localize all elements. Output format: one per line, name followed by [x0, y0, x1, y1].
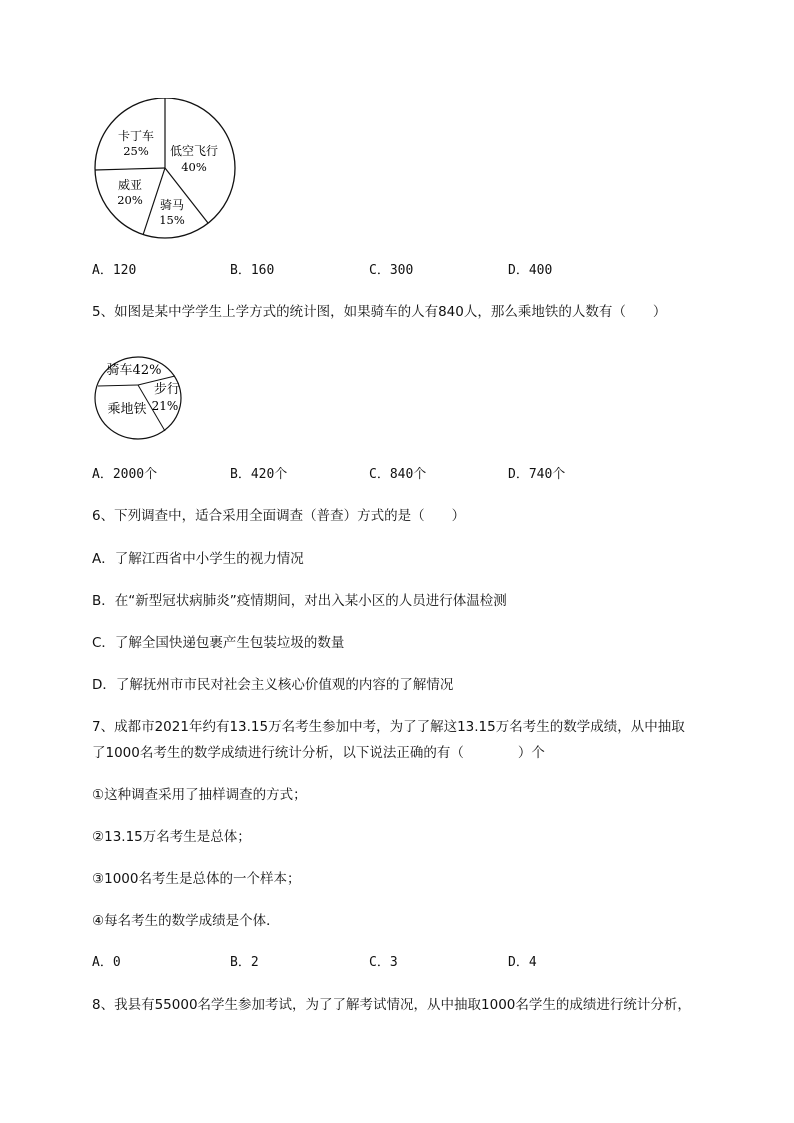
q6-option-a[interactable]: A．了解江西省中小学生的视力情况 [92, 551, 304, 567]
commute-label-subway: 乘地铁 [107, 402, 147, 417]
slice-label-kart: 卡丁车 [117, 129, 155, 143]
pie-chart-commute [94, 355, 184, 441]
q5-option-c[interactable]: C．840个 [369, 467, 427, 482]
slice-pct-horse: 15% [159, 213, 185, 227]
q8-stem-line1: 8、我县有55000名学生参加考试，为了了解考试情况，从中抽取1000名学生的成绩进行统计分析， [92, 997, 691, 1013]
commute-pct-walk: 21% [151, 399, 179, 413]
q6-option-b[interactable]: B．在“新型冠状病肺炎”疫情期间，对出入某小区的人员进行体温检测 [92, 593, 507, 609]
q5-option-b[interactable]: B．420个 [230, 467, 288, 482]
slice-label-wire: 威亚 [117, 178, 143, 192]
commute-label-bike: 骑车42% [106, 363, 162, 378]
q7-option-a[interactable]: A．0 [92, 955, 121, 970]
q5-option-d[interactable]: D．740个 [508, 467, 566, 482]
slice-pct-low-flight: 40% [181, 160, 207, 174]
q4-option-a[interactable]: A．120 [92, 263, 137, 278]
slice-label-low-flight: 低空飞行 [169, 144, 219, 158]
q7-statement-1: ①这种调查采用了抽样调查的方式； [92, 787, 307, 803]
q4-option-b[interactable]: B．160 [230, 263, 275, 278]
slice-pct-wire: 20% [117, 193, 143, 207]
q7-statement-2: ②13.15万名考生是总体； [92, 829, 251, 845]
slice-label-horse: 骑马 [159, 198, 185, 212]
q6-option-c[interactable]: C．了解全国快递包裹产生包装垃圾的数量 [92, 635, 345, 651]
slice-pct-kart: 25% [123, 144, 149, 158]
q5-stem: 5、如图是某中学学生上学方式的统计图，如果骑车的人有840人，那么乘地铁的人数有（ ） [92, 304, 667, 320]
q5-option-a[interactable]: A．2000个 [92, 467, 158, 482]
q6-stem: 6、下列调查中，适合采用全面调查（普查）方式的是（ ） [92, 508, 466, 524]
q7-option-b[interactable]: B．2 [230, 955, 259, 970]
pie-chart-activities [92, 98, 240, 240]
q7-option-d[interactable]: D．4 [508, 955, 537, 970]
q7-stem-line1: 7、成都市2021年约有13.15万名考生参加中考，为了了解这13.15万名考生的数学成绩，从中抽取 [92, 719, 685, 735]
q4-option-c[interactable]: C．300 [369, 263, 414, 278]
q7-statement-3: ③1000名考生是总体的一个样本； [92, 871, 301, 887]
commute-label-walk: 步行 [153, 382, 181, 397]
q7-option-c[interactable]: C．3 [369, 955, 398, 970]
q7-stem-line2: 了1000名考生的数学成绩进行统计分析，以下说法正确的有（ ）个 [92, 745, 545, 761]
q7-statement-4: ④每名考生的数学成绩是个体． [92, 913, 280, 929]
q6-option-d[interactable]: D．了解抚州市市民对社会主义核心价值观的内容的了解情况 [92, 677, 454, 693]
q4-option-d[interactable]: D．400 [508, 263, 553, 278]
